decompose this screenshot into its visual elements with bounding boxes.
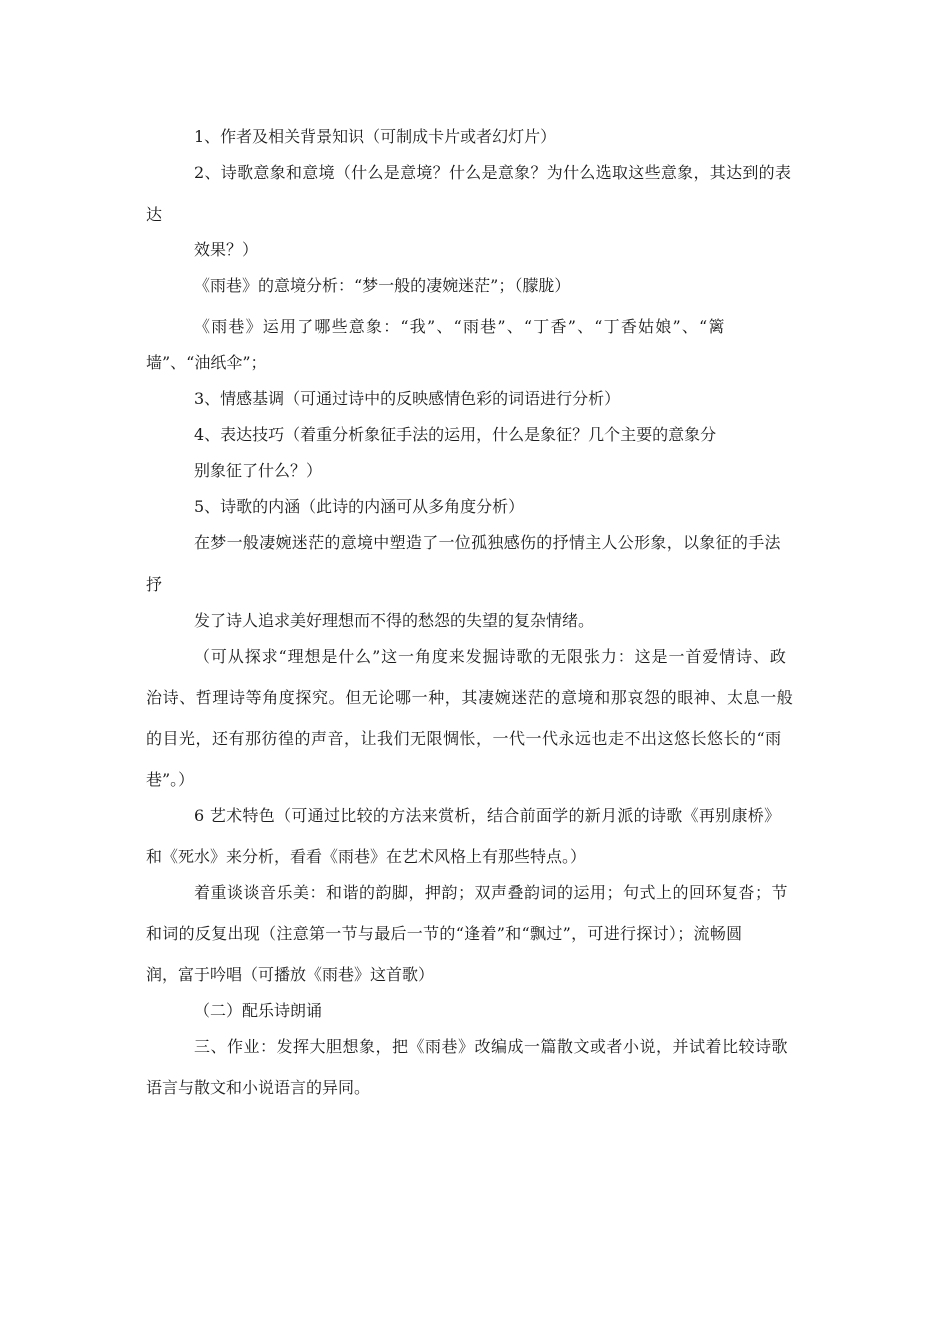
line-16: 治诗、哲理诗等角度探究。但无论哪一种，其凄婉迷茫的意境和那哀怨的眼神、太息一般 (146, 688, 794, 707)
line-15: （可从探求“理想是什么”这一角度来发掘诗歌的无限张力：这是一首爱情诗、政 (194, 647, 787, 666)
line-22: 和词的反复出现（注意第一节与最后一节的“逢着”和“飘过”，可进行探讨）；流畅圆 (146, 924, 743, 943)
line-6: 《雨巷》运用了哪些意象：“我”、“雨巷”、“丁香”、“丁香姑娘”、“篱 (194, 317, 726, 336)
line-13: 抒 (146, 575, 163, 594)
line-5: 《雨巷》的意境分析：“梦一般的凄婉迷茫”；（朦胧） (194, 276, 571, 295)
line-11: 5、诗歌的内涵（此诗的内涵可从多角度分析） (194, 497, 525, 516)
line-7: 墙”、“油纸伞”； (146, 353, 267, 372)
line-14: 发了诗人追求美好理想而不得的愁怨的失望的复杂情绪。 (194, 611, 595, 630)
line-26: 语言与散文和小说语言的异同。 (146, 1078, 371, 1097)
line-1: 1、作者及相关背景知识（可制成卡片或者幻灯片） (194, 127, 557, 146)
line-23: 润，富于吟唱（可播放《雨巷》这首歌） (146, 965, 435, 984)
line-20: 和《死水》来分析，看看《雨巷》在艺术风格上有那些特点。） (146, 847, 587, 866)
line-17: 的目光，还有那彷徨的声音，让我们无限惆怅，一代一代永远也走不出这悠长悠长的“雨 (146, 729, 782, 748)
line-4: 效果？） (194, 240, 259, 259)
line-18: 巷”。） (146, 770, 195, 789)
line-2: 2、诗歌意象和意境（什么是意境？什么是意象？为什么选取这些意象，其达到的表 (194, 163, 792, 182)
line-8: 3、情感基调（可通过诗中的反映感情色彩的词语进行分析） (194, 389, 621, 408)
line-10: 别象征了什么？） (194, 461, 323, 480)
line-25: 三、作业：发挥大胆想象，把《雨巷》改编成一篇散文或者小说，并试着比较诗歌 (194, 1037, 789, 1056)
line-12: 在梦一般凄婉迷茫的意境中塑造了一位孤独感伤的抒情主人公形象，以象征的手法 (194, 533, 781, 552)
line-19: 6 艺术特色（可通过比较的方法来赏析，结合前面学的新月派的诗歌《再别康桥》 (194, 806, 781, 825)
line-24: （二）配乐诗朗诵 (194, 1001, 323, 1020)
line-9: 4、表达技巧（着重分析象征手法的运用，什么是象征？几个主要的意象分 (194, 425, 717, 444)
line-21: 着重谈谈音乐美：和谐的韵脚，押韵；双声叠韵词的运用；句式上的回环复沓；节 (194, 883, 789, 902)
line-3: 达 (146, 205, 163, 224)
